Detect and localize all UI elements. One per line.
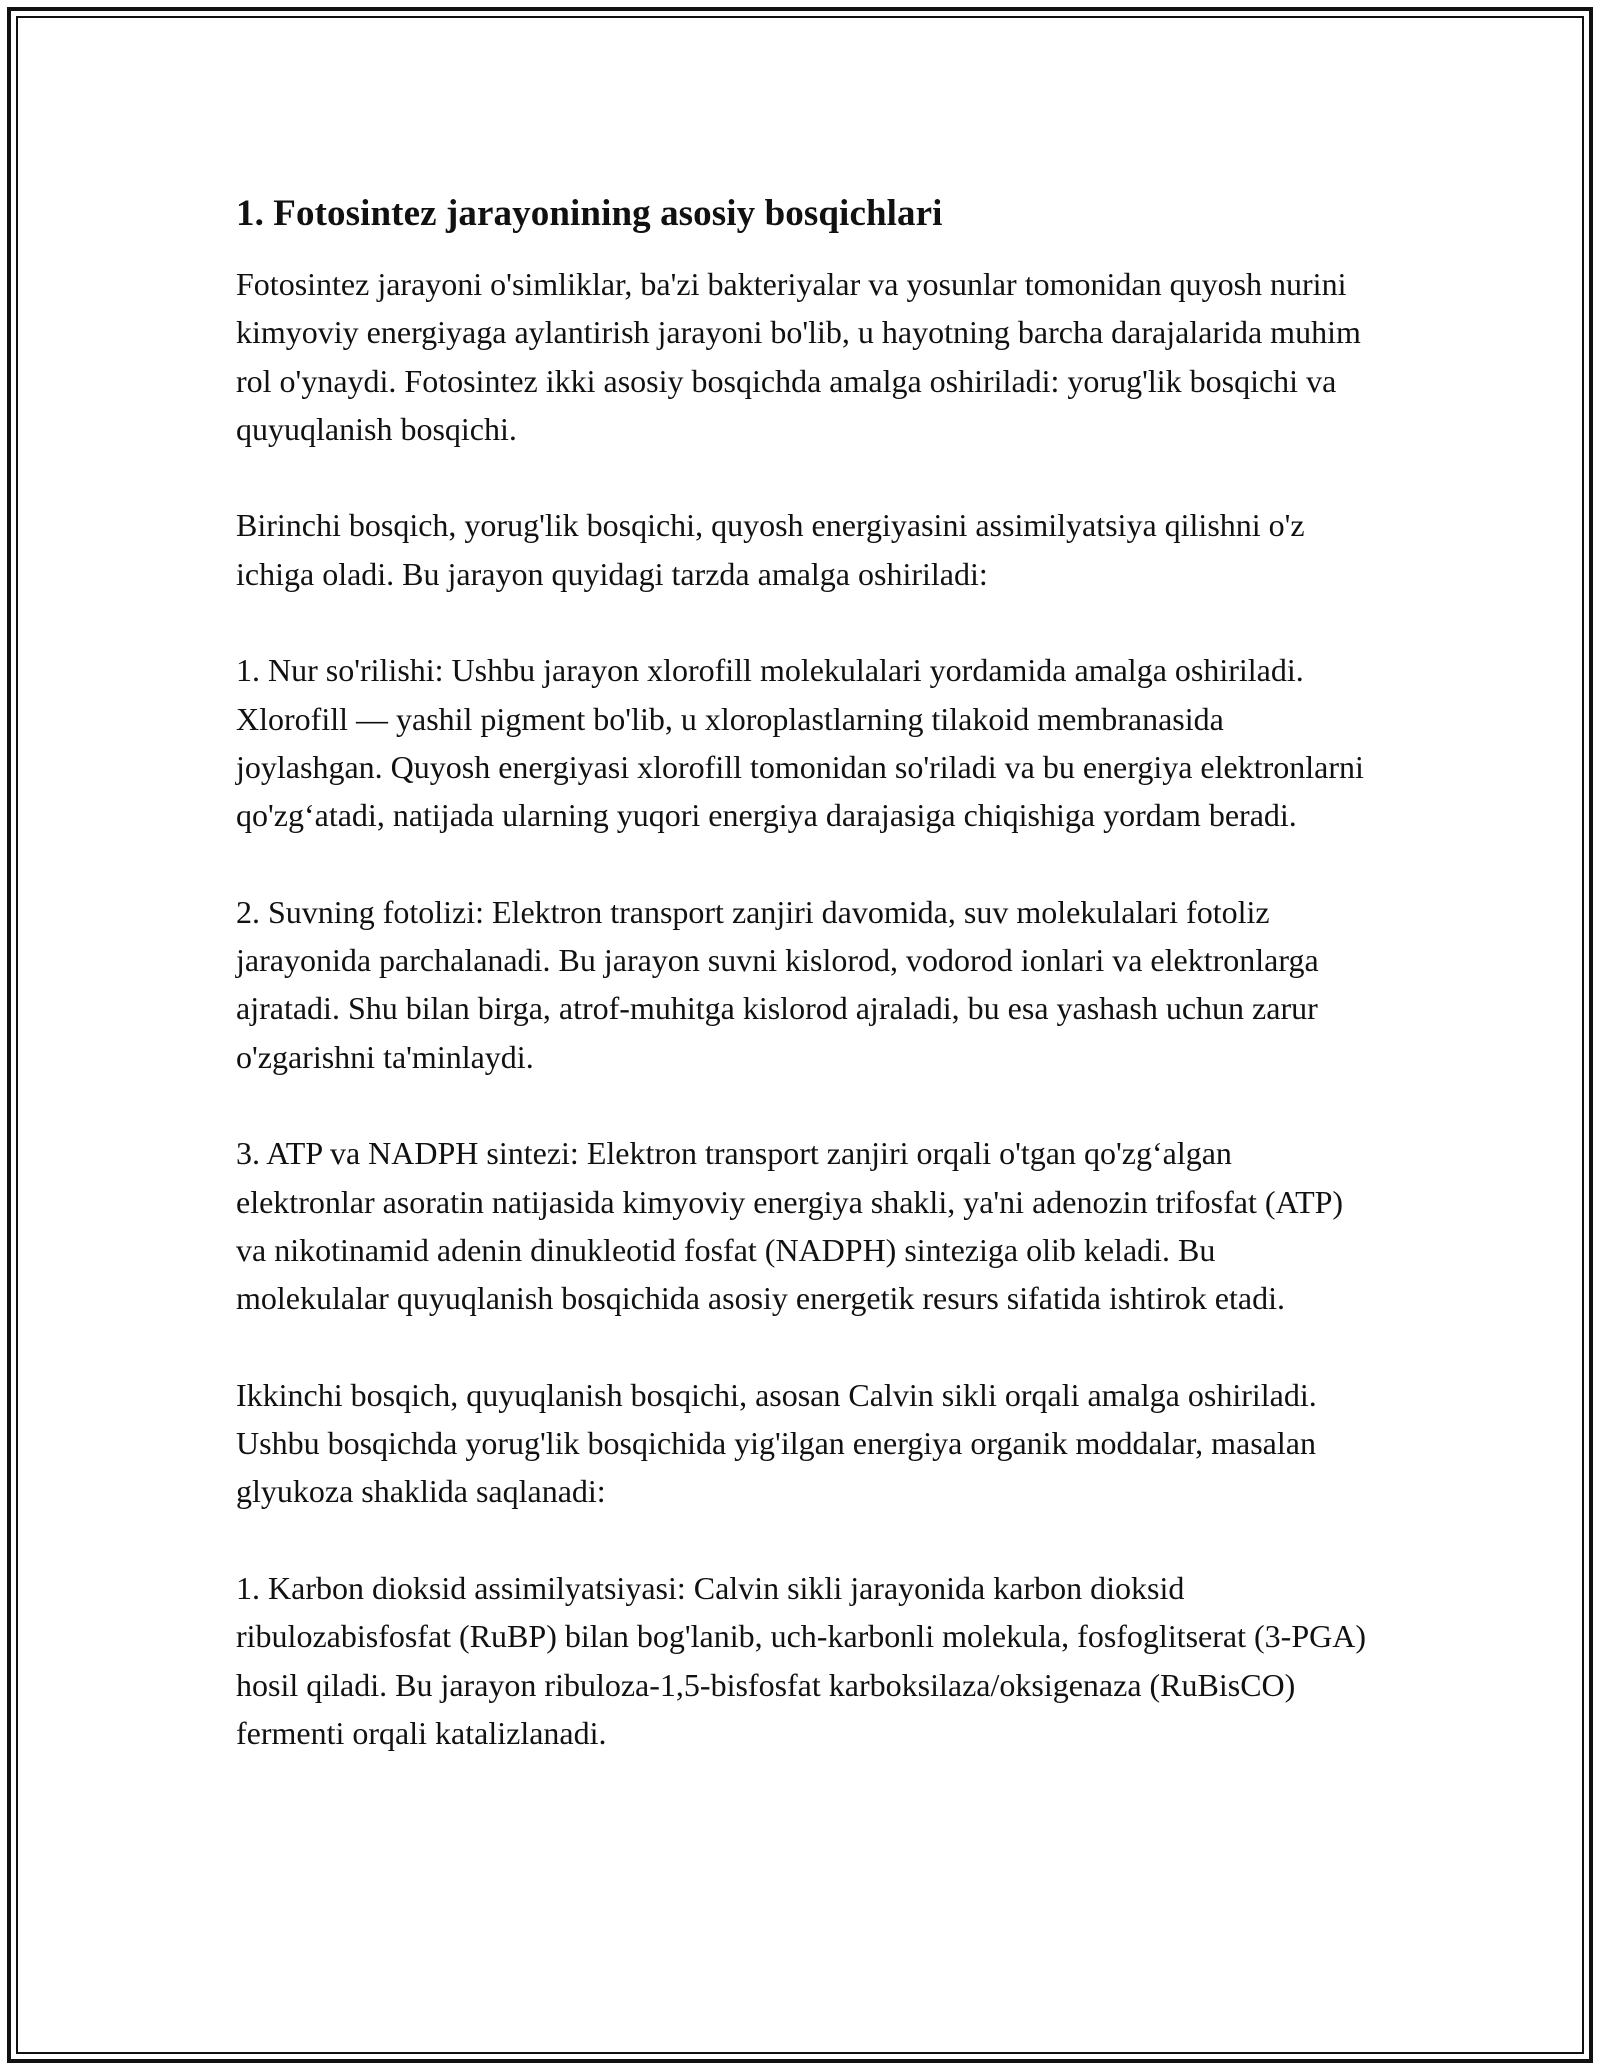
document-body — [236, 188, 1366, 1757]
paragraph-light-stage: Birinchi bosqich, yorug'lik bosqichi, quyosh energiyasini assimilyatsiya qilishni o'z ichiga oladi. Bu jarayon quyidagi tarzda amalga oshiriladi: — [236, 507, 1305, 592]
paragraph-co2-assimilation: 1. Karbon dioksid assimilyatsiyasi: Calvin sikli jarayonida karbon dioksid ribulozabisfosfat (RuBP) bilan bog'lanib, uch-karbonli molekula, fosfoglitserat (3-PGA) hosil qiladi. Bu jarayon ribuloza-1,5-bisfosfat karboksilaza/oksigenaza (RuBisCO) fermenti orqali katalizlanadi. — [236, 1570, 1366, 1751]
paragraph-intro: Fotosintez jarayoni o'simliklar, ba'zi bakteriyalar va yosunlar tomonidan quyosh nurini kimyoviy energiyaga aylantirish jarayoni bo'lib, u hayotning barcha darajalarida muhim rol o'ynaydi. Fotosintez ikki asosiy bosqichda amalga oshiriladi: yorug'lik bosqichi va quyuqlanish bosqichi. — [236, 266, 1361, 447]
section-heading: 1. Fotosintez jarayonining asosiy bosqichlari — [236, 193, 943, 234]
paragraph-dark-stage: Ikkinchi bosqich, quyuqlanish bosqichi, asosan Calvin sikli orqali amalga oshiriladi. Ushbu bosqichda yorug'lik bosqichida yig'ilgan energiya organik moddalar, masalan glyukoza shaklida saqlanadi: — [236, 1376, 1317, 1510]
paragraph-atp-nadph: 3. ATP va NADPH sintezi: Elektron transport zanjiri orqali o'tgan qo'zg‘algan elektronlar asoratin natijasida kimyoviy energiya shakli, ya'ni adenozin trifosfat (ATP) va nikotinamid adenin dinukleotid fosfat (NADPH) sinteziga olib keladi. Bu molekulalar quyuqlanish bosqichida asosiy energetik resurs sifatida ishtirok etadi. — [236, 1135, 1344, 1317]
paragraph-light-absorption: 1. Nur so'rilishi: Ushbu jarayon xlorofill molekulalari yordamida amalga oshiriladi. Xlorofill — yashil pigment bo'lib, u xloroplastlarning tilakoid membranasida joylashgan. Quyosh energiyasi xlorofill tomonidan so'riladi va bu energiya elektronlarni qo'zg‘atadi, natijada ularning yuqori energiya darajasiga chiqishiga yordam beradi. — [236, 652, 1364, 834]
paragraph-water-photolysis: 2. Suvning fotolizi: Elektron transport zanjiri davomida, suv molekulalari fotoliz jarayonida parchalanadi. Bu jarayon suvni kislorod, vodorod ionlari va elektronlarga ajratadi. Shu bilan birga, atrof-muhitga kislorod ajraladi, bu esa yashash uchun zarur o'zgarishni ta'minlaydi. — [236, 893, 1319, 1075]
